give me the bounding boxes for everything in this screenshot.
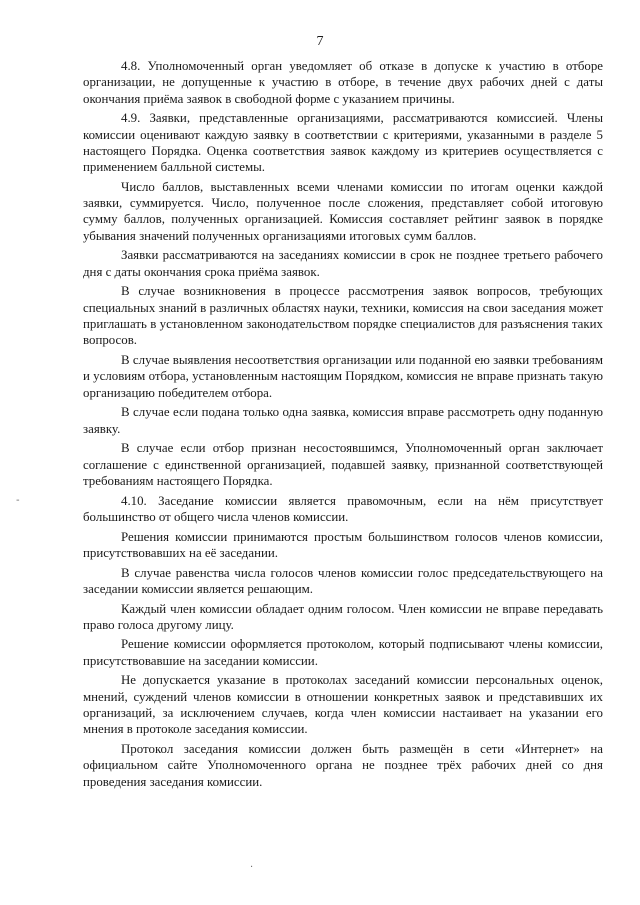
paragraph-failed-selection: В случае если отбор признан несостоявшимся, Уполномоченный орган заключает соглашение с единственной организацией, подавшей заявку, признанной соответствующей требованиям настоящего Порядка. <box>83 441 603 488</box>
paragraph-review-deadline: Заявки рассматриваются на заседаниях комиссии в срок не позднее третьего рабочего дня с даты окончания срока приёма заявок. <box>83 248 603 279</box>
paragraph-score-sum: Число баллов, выставленных всеми членами комиссии по итогам оценки каждой заявки, суммируется. Число, полученное после сложения, представляет собой итоговую сумму баллов, полученных организацией. Комиссия составляет рейтинг заявок в порядке убывания значений полученных организациями итоговых сумм баллов. <box>83 179 603 243</box>
paragraph-4-8: 4.8. Уполномоченный орган уведомляет об отказе в допуске к участию в отборе организации, не допущенные к участию в отборе, в течение двух рабочих дней с даты окончания приёма заявок в свободной форме с указанием причины. <box>83 59 603 106</box>
paragraph-tie-vote: В случае равенства числа голосов членов комиссии голос председательствующего на заседании комиссии является решающим. <box>83 565 603 596</box>
paragraph-protocol: Решение комиссии оформляется протоколом, который подписывают члены комиссии, присутствовавшие на заседании комиссии. <box>83 637 603 668</box>
paragraph-specialists: В случае возникновения в процессе рассмотрения заявок вопросов, требующих специальных знаний в различных областях науки, техники, комиссия на свои заседания может приглашать в установленном законодательством порядке специалистов для разъяснения таких вопросов. <box>83 284 603 348</box>
paragraph-no-personal-opinions: Не допускается указание в протоколах заседаний комиссии персональных оценок, мнений, суждений членов комиссии в отношении конкретных заявок и представивших их организаций, за исключением случаев, когда член комиссии настаивает на указании его мнения в протоколе заседания комиссии. <box>83 673 603 737</box>
page-number: 7 <box>316 34 324 49</box>
paragraph-4-10: 4.10. Заседание комиссии является правомочным, если на нём присутствует большинство от общего числа членов комиссии. <box>83 493 603 524</box>
document-body <box>83 58 603 793</box>
paragraph-decisions: Решения комиссии принимаются простым большинством голосов членов комиссии, присутствовавших на её заседании. <box>83 529 603 560</box>
paragraph-single-application: В случае если подана только одна заявка, комиссия вправе рассмотреть одну поданную заявку. <box>83 405 603 436</box>
paragraph-4-9: 4.9. Заявки, представленные организациями, рассматриваются комиссией. Члены комиссии оценивают каждую заявку в соответствии с критериями, указанными в разделе 5 настоящего Порядка. Оценка соответствия заявок каждому из критериев осуществляется с применением балльной системы. <box>83 111 603 175</box>
paragraph-publication: Протокол заседания комиссии должен быть размещён в сети «Интернет» на официальном сайте Уполномоченного органа не позднее трёх рабочих дней со дня проведения заседания комиссии. <box>83 742 603 789</box>
paragraph-one-vote: Каждый член комиссии обладает одним голосом. Член комиссии не вправе передавать право голоса другому лицу. <box>83 601 603 632</box>
paragraph-nonconformity: В случае выявления несоответствия организации или поданной ею заявки требованиям и условиям отбора, установленным настоящим Порядком, комиссия не вправе признать такую организацию победителем отбора. <box>83 353 603 400</box>
scan-mark-bottom: . <box>250 859 254 870</box>
scan-mark-left: - <box>16 495 20 506</box>
